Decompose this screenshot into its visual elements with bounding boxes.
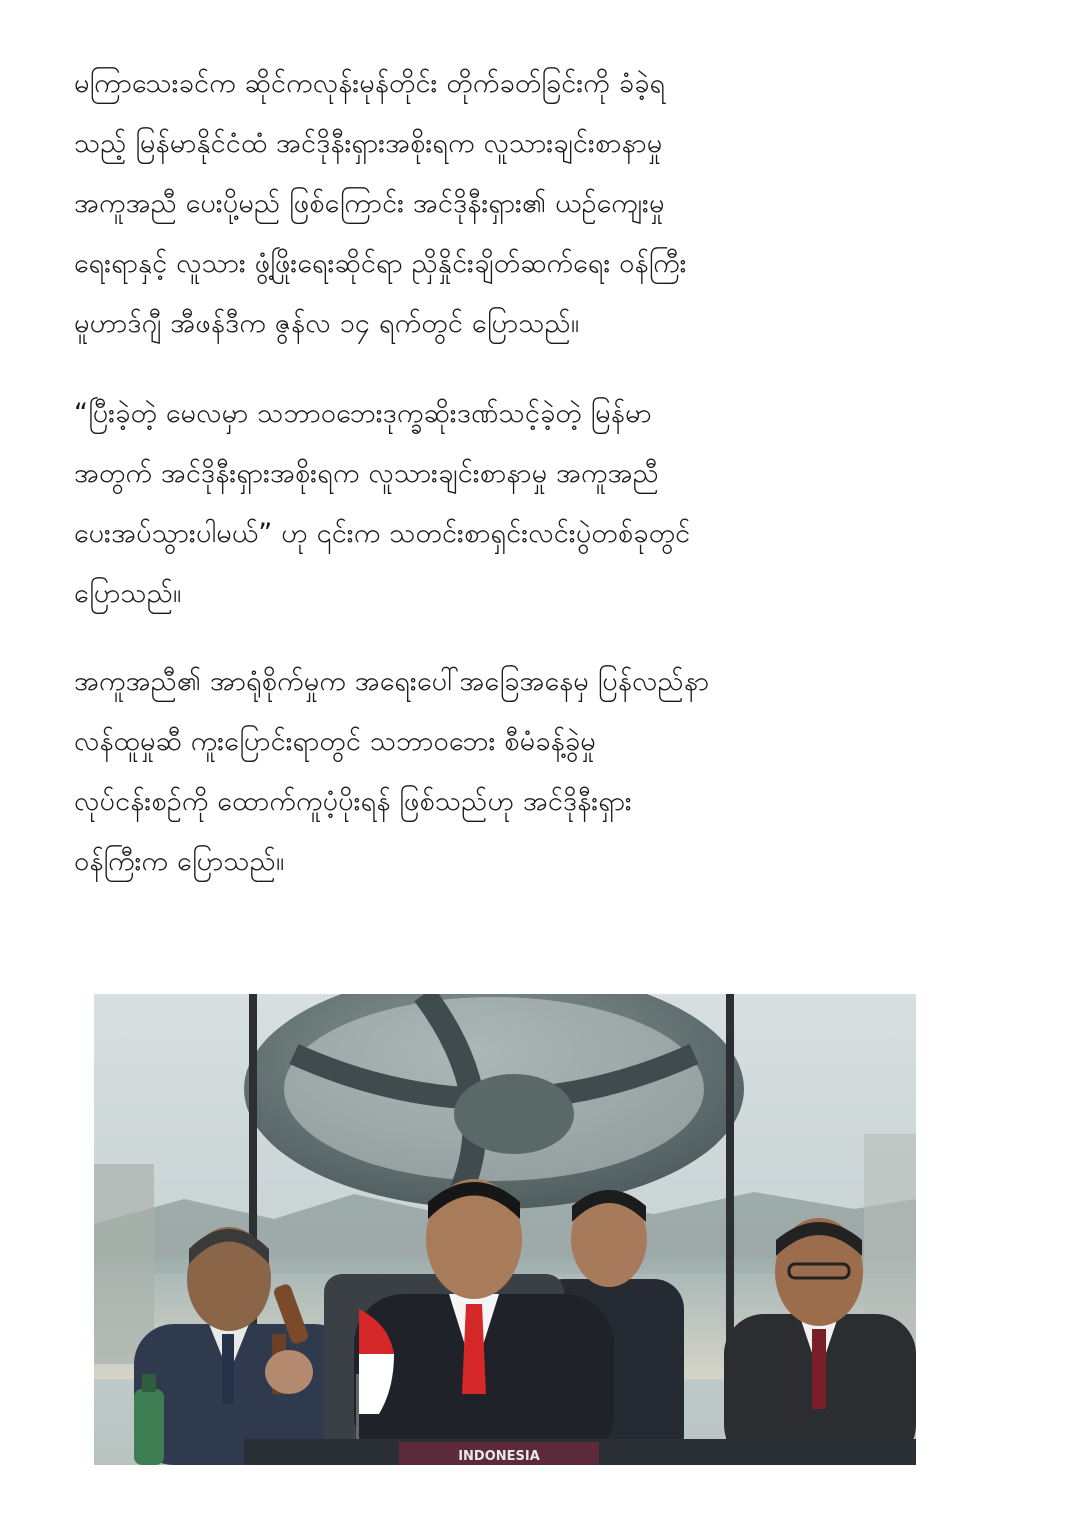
paragraph-line: “ပြီးခဲ့တဲ့ မေလမှာ သဘာဝဘေးဒုက္ခဆိုးဒဏ်သင့်ခဲ့တဲ့ မြန်မာ [74, 398, 652, 429]
paragraph-line: လန်ထူမှုဆီ ကူးပြောင်းရာတွင် သဘာဝဘေး စီမံခန့်ခွဲမှု [74, 726, 596, 757]
nameplate-text: INDONESIA [458, 1449, 540, 1464]
paragraph-line: အကူအညီ၏ အာရုံစိုက်မှုက အရေးပေါ်အခြေအနေမှ ပြန်လည်နာ [74, 666, 710, 697]
paragraph-line: အကူအညီ ပေးပို့မည် ဖြစ်ကြောင်း အင်ဒိုနီးရှား၏ ယဉ်ကျေးမှု [74, 188, 665, 219]
paragraph-1 [74, 54, 934, 354]
paragraph-line: လုပ်ငန်းစဉ်ကို ထောက်ကူပံ့ပိုးရန် ဖြစ်သည်ဟု အင်ဒိုနီးရှား [74, 786, 632, 817]
paragraph-line: ပေးအပ်သွားပါမယ်” ဟု ၎င်းက သတင်းစာရှင်းလင်းပွဲတစ်ခုတွင် [74, 518, 691, 549]
paragraph-line: မကြာသေးခင်က ဆိုင်ကလုန်းမုန်တိုင်း တိုက်ခတ်ခြင်းကို ခံခဲ့ရ [74, 68, 666, 99]
nameplate [399, 1442, 599, 1465]
summit-photo-illustration [94, 994, 916, 1465]
news-photo [94, 994, 916, 1465]
paragraph-line: ပြောသည်။ [74, 578, 182, 609]
paragraph-3 [74, 652, 934, 892]
paragraph-line: ရေးရာနှင့် လူသား ဖွံ့ဖြိုးရေးဆိုင်ရာ ညှိနှိုင်းချိတ်ဆက်ရေး ဝန်ကြီး [74, 248, 687, 279]
paragraph-line: သည့် မြန်မာနိုင်ငံထံ အင်ဒိုနီးရှားအစိုးရက လူသားချင်းစာနာမှု [74, 128, 663, 159]
paragraph-line: မူဟာဒ်ဂျီ အီဖန်ဒီက ဇွန်လ ၁၄ ရက်တွင် ပြောသည်။ [74, 308, 580, 339]
paragraph-line: ဝန်ကြီးက ပြောသည်။ [74, 846, 285, 877]
paragraph-2 [74, 384, 934, 624]
paragraph-line: အတွက် အင်ဒိုနီးရှားအစိုးရက လူသားချင်းစာနာမှု အကူအညီ [74, 458, 659, 489]
